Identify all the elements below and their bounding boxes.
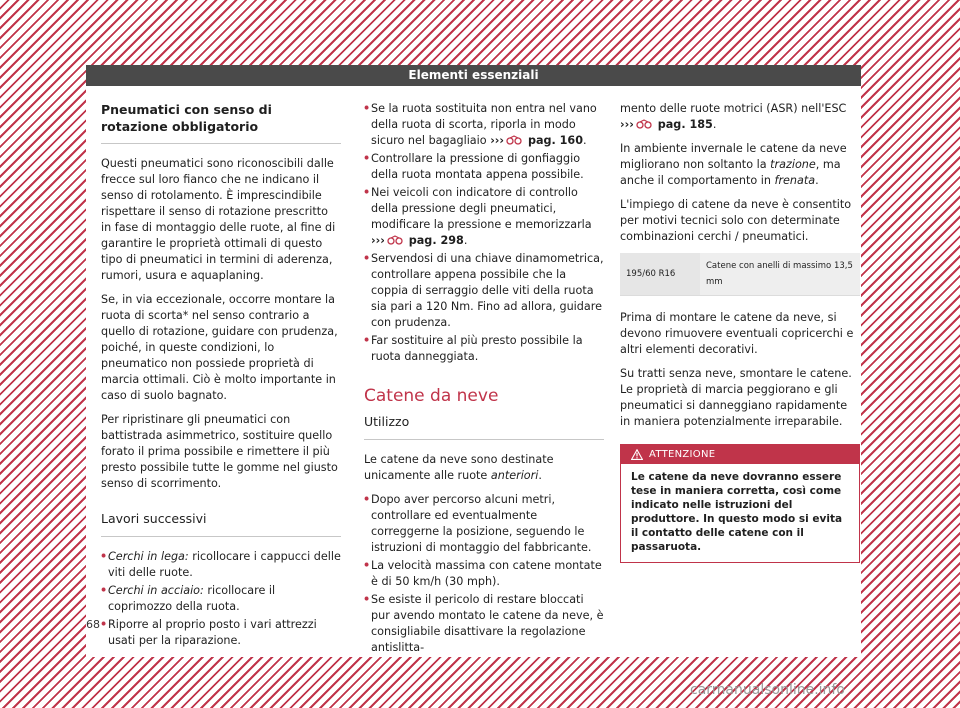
list-item: • Controllare la pressione di gonfiaggio della ruota montata appena possibile. [364, 151, 604, 183]
warning-triangle-icon [631, 449, 643, 460]
paragraph: Prima di montare le catene da neve, si devono rimuovere eventuali copricerchi e altri elementi decorativi. [620, 311, 854, 356]
section-subtitle: Utilizzo [364, 413, 604, 440]
list-item: • Far sostituire al più presto possibile la ruota danneggiata. [364, 333, 604, 365]
manual-page [86, 65, 861, 657]
list-item: • Dopo aver percorso alcuni metri, controllare ed eventualmente correggerne la posizione, seguendo le istruzioni di montaggio del fabbricante. [364, 492, 604, 556]
page-reference-link[interactable]: ››› pag. 160 [490, 134, 584, 147]
table-row [620, 253, 860, 296]
column-right [620, 101, 860, 563]
table-cell-chain-spec: Catene con anelli di massimo 13,5 mm [700, 253, 860, 296]
paragraph: Se, in via eccezionale, occorre montare la ruota di scorta* nel senso contrario a quello di rotazione, guidare con prudenza, poiché, in queste condizioni, lo pneumatico non possiede proprietà di marcia ottimali. Ciò è molto importante in caso di suolo bagnato. [101, 293, 338, 402]
column-middle [364, 101, 604, 658]
paragraph: mento delle ruote motrici (ASR) nell'ESC ››› pag. 185. [620, 102, 847, 131]
heading-directional-tyres: Pneumatici con senso di rotazione obbligatorio [101, 101, 341, 144]
heading-follow-up-work: Lavori successivi [101, 510, 341, 537]
paragraph: Le catene da neve sono destinate unicamente alle ruote anteriori. [364, 453, 554, 482]
page-reference-link[interactable]: ››› pag. 185 [620, 118, 713, 131]
warning-box [620, 444, 860, 563]
paragraph: L'impiego di catene da neve è consentito per motivi tecnici solo con determinate combinazioni cerchi / pneumatici. [620, 198, 852, 243]
list-item: • Se esiste il pericolo di restare bloccati pur avendo montato le catene da neve, è consigliabile disattivare la regolazione antislitta- [364, 592, 604, 656]
page-header: Elementi essenziali [86, 65, 861, 86]
page-number: 68 [86, 618, 100, 631]
warning-text: Le catene da neve dovranno essere tese in maniera corretta, così come indicato nelle istruzioni del produttore. In questo modo si evita il contatto delle catene con il passaruota. [631, 471, 843, 553]
chain-spec-table [620, 253, 860, 296]
list-item: • Nei veicoli con indicatore di controllo della pressione degli pneumatici, modificare la pressione e memorizzarla ››› pag. 298. [364, 185, 604, 249]
column-left [101, 101, 341, 651]
list-item: • La velocità massima con catene montate è di 50 km/h (30 mph). [364, 558, 604, 590]
list-item: • Se la ruota sostituita non entra nel vano della ruota di scorta, riporla in modo sicuro nel bagagliaio ››› pag. 160. [364, 101, 604, 149]
warning-header: ATTENZIONE [621, 445, 859, 464]
paragraph: Questi pneumatici sono riconoscibili dalle frecce sul loro fianco che ne indicano il senso di rotolamento. È imprescindibile rispettare il senso di rotazione prescritto in fase di montaggio delle ruote, al fine di garantire le proprietà ottimali di questo tipo di pneumatici in termini di aderenza, rumori, usura e aquaplaning. [101, 157, 336, 282]
list-item: • Cerchi in acciaio: ricollocare il coprimozzo della ruota. [101, 583, 341, 615]
list-item: • Riporre al proprio posto i vari attrezzi usati per la riparazione. [101, 617, 341, 649]
list-item: • Servendosi di una chiave dinamometrica, controllare appena possibile che la coppia di serraggio delle viti della ruota sia pari a 120 Nm. Fino ad allora, guidare con prudenza. [364, 251, 604, 331]
paragraph: Per ripristinare gli pneumatici con battistrada asimmetrico, sostituire quello forato il prima possibile e rimettere il più presto possibile tutte le gomme nel giusto senso di scorrimento. [101, 413, 338, 490]
page-reference-link[interactable]: ››› pag. 298 [371, 234, 464, 247]
manual-book-icon [636, 119, 652, 129]
paragraph: In ambiente invernale le catene da neve migliorano non soltanto la trazione, ma anche il comportamento in frenata. [620, 142, 847, 187]
manual-book-icon [387, 235, 403, 245]
manual-book-icon [506, 135, 522, 145]
watermark: carmanualsonline.info [690, 682, 845, 698]
table-cell-tyre-size: 195/60 R16 [620, 253, 700, 296]
section-title: Catene da neve [364, 386, 499, 406]
paragraph: Su tratti senza neve, smontare le catene. Le proprietà di marcia peggiorano e gli pneumatici si danneggiano rapidamente in maniera potenzialmente irreparabile. [620, 367, 852, 428]
list-item: • Cerchi in lega: ricollocare i cappucci delle viti delle ruote. [101, 549, 341, 581]
